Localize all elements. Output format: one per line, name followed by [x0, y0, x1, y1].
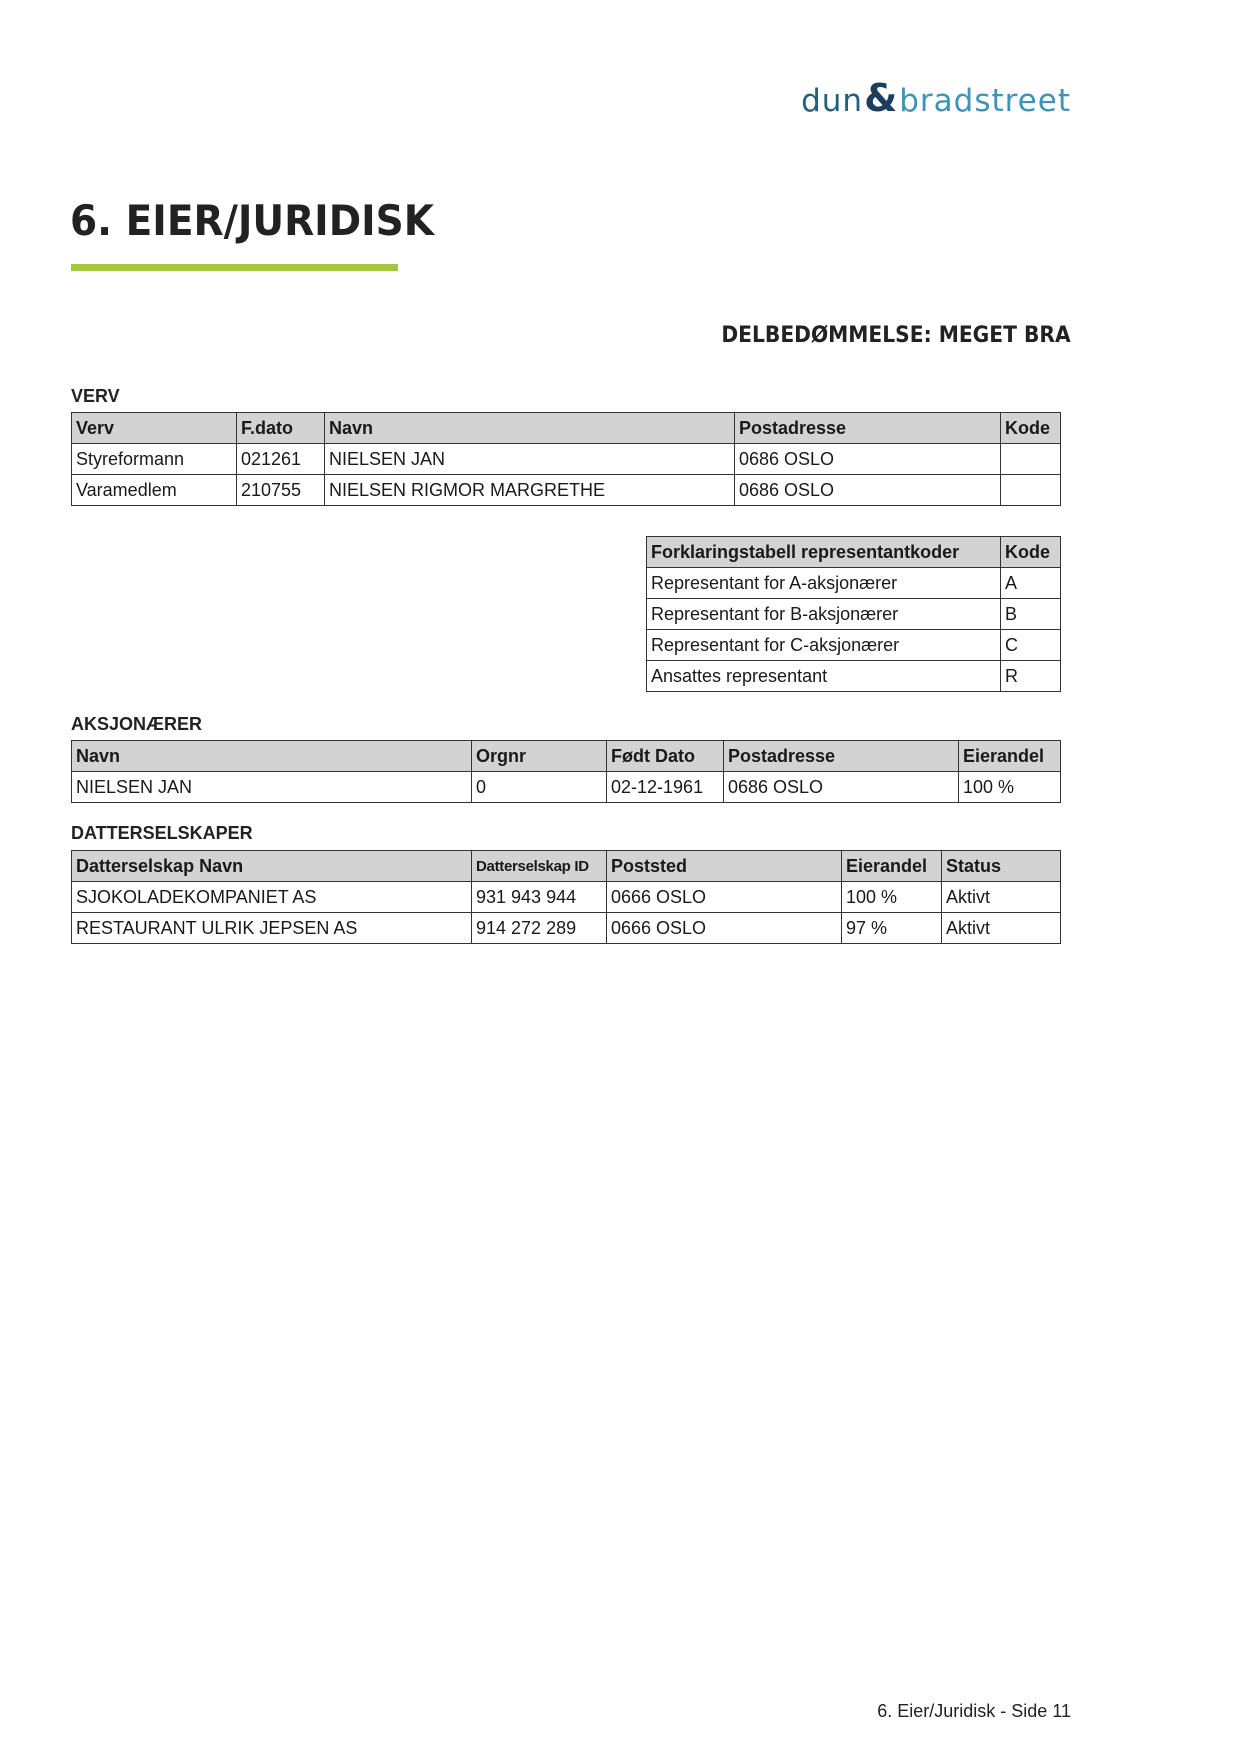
table-header-row — [72, 413, 1061, 444]
table-row — [647, 661, 1061, 692]
table-header-row — [72, 741, 1061, 772]
table-cell: NIELSEN JAN — [325, 444, 735, 475]
table-cell: Representant for C-aksjonærer — [647, 630, 1001, 661]
table-row — [72, 913, 1061, 944]
table-cell: C — [1001, 630, 1061, 661]
rating-heading: DELBEDØMMELSE: MEGET BRA — [721, 323, 1071, 348]
table-cell: 914 272 289 — [472, 913, 607, 944]
table-row — [647, 630, 1061, 661]
table-cell: Representant for A-aksjonærer — [647, 568, 1001, 599]
table-cell: Ansattes representant — [647, 661, 1001, 692]
section-label-datterselskaper: DATTERSELSKAPER — [71, 823, 253, 843]
column-header: Verv — [72, 413, 237, 444]
table-cell: 100 % — [959, 772, 1061, 803]
column-header: Postadresse — [724, 741, 959, 772]
table-cell: 210755 — [237, 475, 325, 506]
table-cell: R — [1001, 661, 1061, 692]
table-cell: Representant for B-aksjonærer — [647, 599, 1001, 630]
table-row — [72, 475, 1061, 506]
dun-bradstreet-logo: dun&bradstreet — [801, 76, 1071, 120]
table-cell: Aktivt — [942, 913, 1061, 944]
table-cell: Varamedlem — [72, 475, 237, 506]
table-row — [72, 772, 1061, 803]
table-cell: RESTAURANT ULRIK JEPSEN AS — [72, 913, 472, 944]
page-title: 6. EIER/JURIDISK — [70, 196, 435, 245]
table-header-row — [72, 851, 1061, 882]
table-cell: B — [1001, 599, 1061, 630]
table-header-row — [647, 537, 1061, 568]
table-cell: 02-12-1961 — [607, 772, 724, 803]
representative-codes-table — [646, 536, 1061, 692]
table-cell: NIELSEN JAN — [72, 772, 472, 803]
column-header: Datterselskap ID — [472, 851, 607, 882]
table-cell: SJOKOLADEKOMPANIET AS — [72, 882, 472, 913]
aksjonaerer-table — [71, 740, 1061, 803]
column-header: Kode — [1001, 537, 1061, 568]
column-header: Navn — [72, 741, 472, 772]
table-cell: NIELSEN RIGMOR MARGRETHE — [325, 475, 735, 506]
table-cell: 97 % — [842, 913, 942, 944]
table-row — [72, 444, 1061, 475]
table-cell: 0686 OSLO — [735, 444, 1001, 475]
table-cell: A — [1001, 568, 1061, 599]
datterselskaper-table — [71, 850, 1061, 944]
column-header: Poststed — [607, 851, 842, 882]
table-cell: Aktivt — [942, 882, 1061, 913]
table-row — [647, 599, 1061, 630]
table-row — [647, 568, 1061, 599]
column-header: F.dato — [237, 413, 325, 444]
column-header: Eierandel — [842, 851, 942, 882]
column-header: Født Dato — [607, 741, 724, 772]
column-header: Eierandel — [959, 741, 1061, 772]
table-cell: 021261 — [237, 444, 325, 475]
page-footer: 6. Eier/Juridisk - Side 11 — [877, 1701, 1071, 1721]
section-label-verv: VERV — [71, 386, 120, 406]
section-label-aksjonaerer: AKSJONÆRER — [71, 714, 203, 734]
table-cell: 100 % — [842, 882, 942, 913]
table-cell — [1001, 444, 1061, 475]
table-cell: 931 943 944 — [472, 882, 607, 913]
table-cell: 0686 OSLO — [735, 475, 1001, 506]
verv-table — [71, 412, 1061, 506]
table-cell: 0686 OSLO — [724, 772, 959, 803]
column-header: Status — [942, 851, 1061, 882]
column-header: Datterselskap Navn — [72, 851, 472, 882]
table-row — [72, 882, 1061, 913]
table-cell — [1001, 475, 1061, 506]
title-underline — [71, 264, 398, 271]
table-cell: 0666 OSLO — [607, 882, 842, 913]
table-cell: Styreformann — [72, 444, 237, 475]
column-header: Navn — [325, 413, 735, 444]
column-header: Forklaringstabell representantkoder — [647, 537, 1001, 568]
column-header: Kode — [1001, 413, 1061, 444]
table-cell: 0666 OSLO — [607, 913, 842, 944]
column-header: Postadresse — [735, 413, 1001, 444]
column-header: Orgnr — [472, 741, 607, 772]
table-cell: 0 — [472, 772, 607, 803]
